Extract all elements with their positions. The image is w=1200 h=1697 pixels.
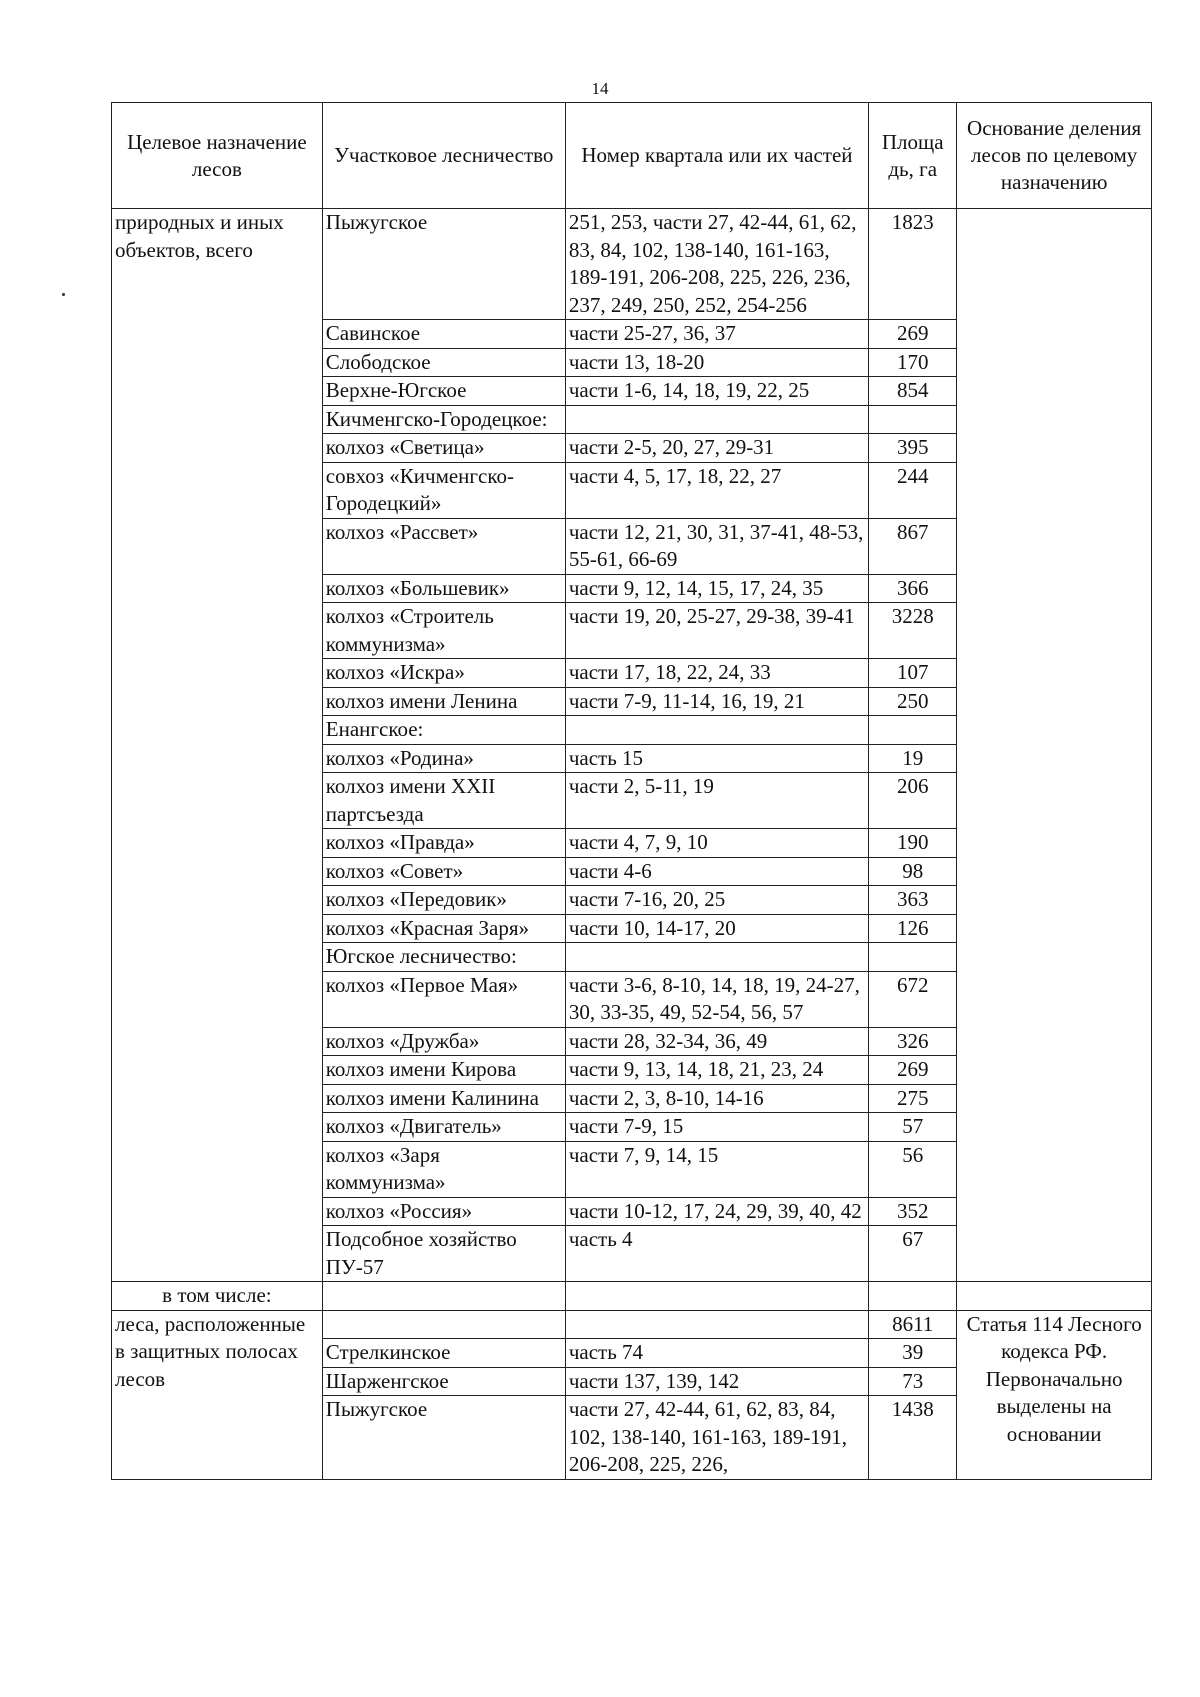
forestry-cell: Савинское <box>322 320 565 349</box>
quarters-cell: части 9, 12, 14, 15, 17, 24, 35 <box>565 574 868 603</box>
quarters-cell: части 2, 3, 8-10, 14-16 <box>565 1084 868 1113</box>
forestry-cell: колхоз «Светица» <box>322 434 565 463</box>
forestry-cell: колхоз «Правда» <box>322 829 565 858</box>
forestry-cell: колхоз «Первое Мая» <box>322 971 565 1027</box>
empty-cell <box>869 1282 957 1311</box>
forestry-cell: колхоз «Дружба» <box>322 1027 565 1056</box>
quarters-cell: части 13, 18-20 <box>565 348 868 377</box>
forestry-cell: колхоз «Строитель коммунизма» <box>322 603 565 659</box>
forestry-cell: колхоз «Искра» <box>322 659 565 688</box>
quarters-cell <box>565 405 868 434</box>
quarters-cell: части 2, 5-11, 19 <box>565 773 868 829</box>
area-cell: 98 <box>869 857 957 886</box>
area-cell: 8611 <box>869 1310 957 1339</box>
area-cell: 1438 <box>869 1396 957 1480</box>
quarters-cell <box>565 716 868 745</box>
quarters-cell: части 2-5, 20, 27, 29-31 <box>565 434 868 463</box>
quarters-cell: часть 15 <box>565 744 868 773</box>
area-cell: 3228 <box>869 603 957 659</box>
basis-cell <box>957 209 1152 1282</box>
area-cell: 56 <box>869 1141 957 1197</box>
quarters-cell: части 7-9, 11-14, 16, 19, 21 <box>565 687 868 716</box>
forestry-cell: колхоз «Двигатель» <box>322 1113 565 1142</box>
subtitle-cell: в том числе: <box>112 1282 323 1311</box>
area-cell: 19 <box>869 744 957 773</box>
forestry-cell: колхоз «Заря коммунизма» <box>322 1141 565 1197</box>
purpose-cell: леса, расположенные в защитных полосах лесов <box>112 1310 323 1479</box>
quarters-cell: части 7-9, 15 <box>565 1113 868 1142</box>
area-cell: 395 <box>869 434 957 463</box>
forestry-cell: Енангское: <box>322 716 565 745</box>
quarters-cell: части 12, 21, 30, 31, 37-41, 48-53, 55-61, 66-69 <box>565 518 868 574</box>
area-cell: 39 <box>869 1339 957 1368</box>
forestry-cell: колхоз «Родина» <box>322 744 565 773</box>
area-cell: 326 <box>869 1027 957 1056</box>
section1-body <box>112 209 1152 1282</box>
area-cell: 867 <box>869 518 957 574</box>
table-row <box>112 1310 1152 1339</box>
forestry-cell: Подсобное хозяйство ПУ-57 <box>322 1226 565 1282</box>
area-cell: 363 <box>869 886 957 915</box>
forest-purpose-table <box>111 102 1152 1480</box>
area-cell: 67 <box>869 1226 957 1282</box>
forestry-cell <box>322 1310 565 1339</box>
header-quarters: Номер квартала или их частей <box>565 103 868 209</box>
empty-cell <box>565 1282 868 1311</box>
quarters-cell: части 10, 14-17, 20 <box>565 914 868 943</box>
forestry-cell: колхоз «Красная Заря» <box>322 914 565 943</box>
area-cell: 269 <box>869 1056 957 1085</box>
area-cell: 57 <box>869 1113 957 1142</box>
forestry-cell: совхоз «Кичменгско-Городецкий» <box>322 462 565 518</box>
forestry-cell: Слободское <box>322 348 565 377</box>
area-cell: 1823 <box>869 209 957 320</box>
section-subtitle <box>112 1282 1152 1311</box>
area-cell: 250 <box>869 687 957 716</box>
forestry-cell: колхоз «Большевик» <box>322 574 565 603</box>
area-cell: 244 <box>869 462 957 518</box>
forestry-cell: Стрелкинское <box>322 1339 565 1368</box>
quarters-cell: части 19, 20, 25-27, 29-38, 39-41 <box>565 603 868 659</box>
quarters-cell: части 17, 18, 22, 24, 33 <box>565 659 868 688</box>
quarters-cell <box>565 1310 868 1339</box>
quarters-cell: часть 4 <box>565 1226 868 1282</box>
area-cell <box>869 716 957 745</box>
quarters-cell: 251, 253, части 27, 42-44, 61, 62, 83, 84, 102, 138-140, 161-163, 189-191, 206-208, 225, 226, 236, 237, 249, 250, 252, 254-256 <box>565 209 868 320</box>
forestry-cell: колхоз имени XXII партсъезда <box>322 773 565 829</box>
header-forestry: Участковое лесничество <box>322 103 565 209</box>
area-cell: 352 <box>869 1197 957 1226</box>
quarters-cell: части 25-27, 36, 37 <box>565 320 868 349</box>
quarters-cell: части 4-6 <box>565 857 868 886</box>
area-cell: 275 <box>869 1084 957 1113</box>
table-row <box>112 1282 1152 1311</box>
area-cell <box>869 943 957 972</box>
forestry-cell: колхоз имени Ленина <box>322 687 565 716</box>
area-cell: 206 <box>869 773 957 829</box>
forestry-cell: колхоз «Совет» <box>322 857 565 886</box>
forestry-cell: Пыжугское <box>322 1396 565 1480</box>
area-cell: 73 <box>869 1367 957 1396</box>
forestry-cell: Верхне-Югское <box>322 377 565 406</box>
quarters-cell: части 27, 42-44, 61, 62, 83, 84, 102, 138-140, 161-163, 189-191, 206-208, 225, 226, <box>565 1396 868 1480</box>
area-cell: 672 <box>869 971 957 1027</box>
quarters-cell: части 7, 9, 14, 15 <box>565 1141 868 1197</box>
area-cell: 366 <box>869 574 957 603</box>
forestry-cell: колхоз имени Кирова <box>322 1056 565 1085</box>
header-purpose: Целевое назначение лесов <box>112 103 323 209</box>
basis-cell: Статья 114 Лесного кодекса РФ. Первоначально выделены на основании <box>957 1310 1152 1479</box>
quarters-cell: части 4, 7, 9, 10 <box>565 829 868 858</box>
scan-dot <box>62 293 65 296</box>
area-cell: 170 <box>869 348 957 377</box>
quarters-cell: части 4, 5, 17, 18, 22, 27 <box>565 462 868 518</box>
quarters-cell: части 7-16, 20, 25 <box>565 886 868 915</box>
forestry-cell: Кичменгско-Городецкое: <box>322 405 565 434</box>
area-cell: 126 <box>869 914 957 943</box>
header-area: Площа дь, га <box>869 103 957 209</box>
quarters-cell: части 137, 139, 142 <box>565 1367 868 1396</box>
section2-body <box>112 1310 1152 1479</box>
forestry-cell: Шарженгское <box>322 1367 565 1396</box>
quarters-cell: части 3-6, 8-10, 14, 18, 19, 24-27, 30, 33-35, 49, 52-54, 56, 57 <box>565 971 868 1027</box>
empty-cell <box>957 1282 1152 1311</box>
quarters-cell <box>565 943 868 972</box>
empty-cell <box>322 1282 565 1311</box>
table-row <box>112 209 1152 320</box>
area-cell: 854 <box>869 377 957 406</box>
quarters-cell: часть 74 <box>565 1339 868 1368</box>
quarters-cell: части 1-6, 14, 18, 19, 22, 25 <box>565 377 868 406</box>
quarters-cell: части 28, 32-34, 36, 49 <box>565 1027 868 1056</box>
area-cell: 190 <box>869 829 957 858</box>
header-basis: Основание деления лесов по целевому назначению <box>957 103 1152 209</box>
page-number: 14 <box>591 79 609 98</box>
forestry-cell: колхоз «Россия» <box>322 1197 565 1226</box>
area-cell: 107 <box>869 659 957 688</box>
forestry-cell: колхоз «Рассвет» <box>322 518 565 574</box>
forestry-cell: колхоз «Передовик» <box>322 886 565 915</box>
area-cell <box>869 405 957 434</box>
purpose-cell: природных и иных объектов, всего <box>112 209 323 1282</box>
forestry-cell: Югское лесничество: <box>322 943 565 972</box>
area-cell: 269 <box>869 320 957 349</box>
quarters-cell: части 10-12, 17, 24, 29, 39, 40, 42 <box>565 1197 868 1226</box>
table-header-row <box>112 103 1152 209</box>
forestry-cell: Пыжугское <box>322 209 565 320</box>
forestry-cell: колхоз имени Калинина <box>322 1084 565 1113</box>
quarters-cell: части 9, 13, 14, 18, 21, 23, 24 <box>565 1056 868 1085</box>
